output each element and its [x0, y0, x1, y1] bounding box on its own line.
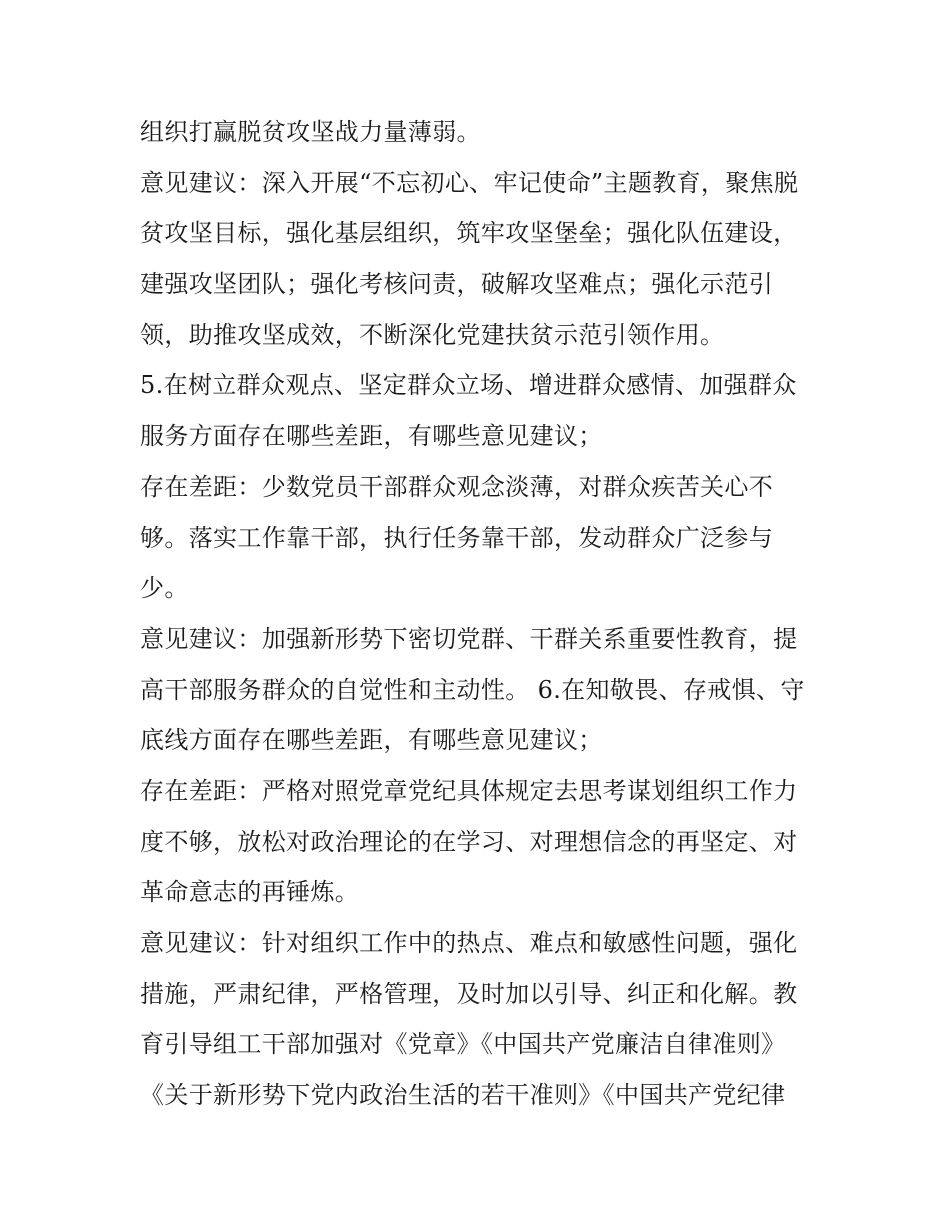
text-line: 意见建议：深入开展“不忘初心、牢记使命”主题教育，聚焦脱 [140, 168, 799, 197]
text-line: 革命意志的再锤炼。 [140, 878, 360, 907]
text-line: 组织打赢脱贫攻坚战力量薄弱。 [140, 118, 481, 146]
text-line: 领，助推攻坚成效，不断深化党建扶贫示范引领作用。 [140, 320, 725, 349]
text-line: 5.在树立群众观点、坚定群众立场、增进群众感情、加强群众 [140, 371, 797, 400]
text-line: 够。落实工作靠干部，执行任务靠干部，发动群众广泛参与 [140, 523, 774, 552]
text-line: 措施，严肃纪律，严格管理，及时加以引导、纠正和化解。教 [140, 979, 798, 1008]
text-line: 高干部服务群众的自觉性和主动性。 6.在知敬畏、存戒惧、守 [140, 675, 805, 704]
text-line: 存在差距：严格对照党章党纪具体规定去思考谋划组织工作力 [140, 776, 798, 805]
text-line: 服务方面存在哪些差距，有哪些意见建议； [140, 422, 603, 451]
text-line: 意见建议：加强新形势下密切党群、干群关系重要性教育，提 [140, 624, 798, 653]
text-line: 贫攻坚目标，强化基层组织，筑牢攻坚堡垒；强化队伍建设， [140, 219, 798, 248]
text-line: 底线方面存在哪些差距，有哪些意见建议； [140, 726, 603, 755]
text-line: 存在差距：少数党员干部群众观念淡薄，对群众疾苦关心不 [140, 472, 774, 501]
text-line: 意见建议：针对组织工作中的热点、难点和敏感性问题，强化 [140, 929, 798, 957]
text-line: 《关于新形势下党内政治生活的若干准则》《中国共产党纪律 [140, 1081, 786, 1110]
text-line: 少。 [140, 574, 189, 603]
text-line: 育引导组工干部加强对《党章》《中国共产党廉洁自律准则》 [140, 1030, 786, 1059]
text-line: 建强攻坚团队；强化考核问责，破解攻坚难点；强化示范引 [140, 270, 774, 299]
text-line: 度不够，放松对政治理论的在学习、对理想信念的再坚定、对 [140, 827, 798, 856]
document-body [140, 107, 816, 1121]
